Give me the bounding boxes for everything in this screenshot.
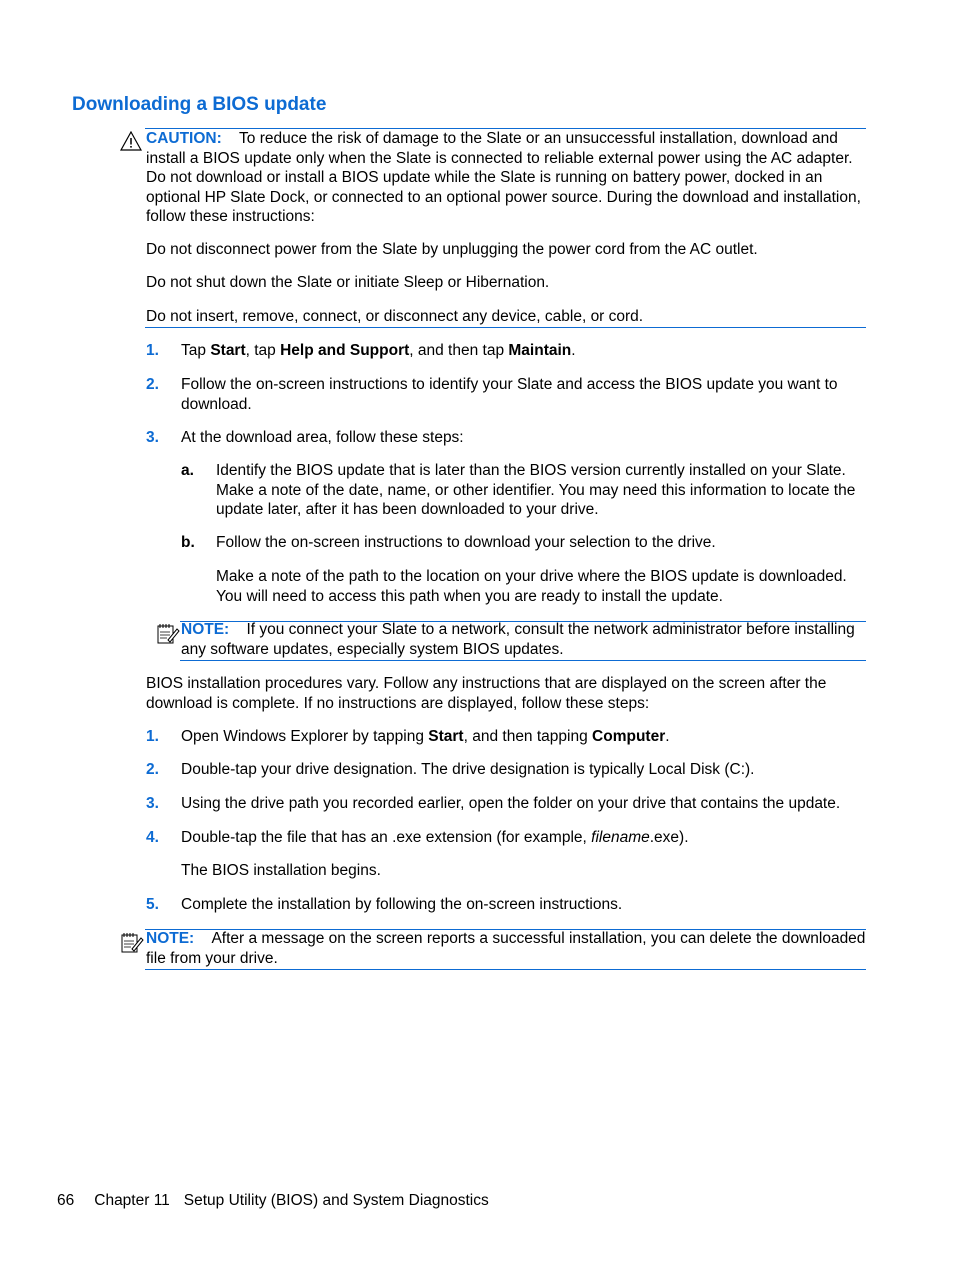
step-extra: The BIOS installation begins. — [181, 862, 381, 879]
caution-para-3: Do not insert, remove, connect, or disconnect any device, cable, or cord. — [146, 308, 644, 325]
note-pad-icon — [120, 932, 144, 960]
note-text — [181, 620, 867, 659]
substep-text: Follow the on-screen instructions to download your selection to the drive. — [216, 534, 716, 551]
caution-body: To reduce the risk of damage to the Slate or an unsuccessful installation, download and install a BIOS update only when the Slate is connected to reliable external power using the AC adapter. Do not download or install a BIOS update while the Slate is running on battery power, docked in an optional HP Slate Dock, or connected to an optional power source. During the download and installation, follow these instructions: — [146, 130, 861, 225]
note-body: After a message on the screen reports a successful installation, you can delete the downloaded file from your drive. — [146, 930, 866, 967]
step-text: Double-tap the file that has an .exe extension (for example, filename.exe). — [181, 829, 689, 846]
note-bottom-rule — [145, 969, 866, 970]
footer-chapter: Chapter 11 — [94, 1192, 170, 1209]
step-text: Using the drive path you recorded earlier, open the folder on your drive that contains the update. — [181, 795, 841, 812]
step-number: 3. — [146, 429, 159, 446]
section-heading: Downloading a BIOS update — [72, 94, 327, 115]
caution-bottom-rule — [145, 327, 866, 328]
caution-para-2: Do not shut down the Slate or initiate Sleep or Hibernation. — [146, 274, 550, 291]
footer-title: Setup Utility (BIOS) and System Diagnostics — [183, 1192, 489, 1209]
step-number: 2. — [146, 761, 159, 778]
substep-letter: a. — [181, 462, 194, 479]
substep-text: Identify the BIOS update that is later than the BIOS version currently installed on your Slate. Make a note of the date, name, or other identifier. You may need this information to locate the update later, after it has been downloaded to your drive. — [216, 462, 856, 518]
note-label: NOTE: — [181, 621, 230, 638]
step-number: 1. — [146, 728, 159, 745]
step-text: Open Windows Explorer by tapping Start, and then tapping Computer. — [181, 728, 670, 745]
caution-label: CAUTION: — [146, 130, 222, 147]
note-text — [146, 929, 866, 968]
substep-letter: b. — [181, 534, 195, 551]
note-bottom-rule — [180, 660, 866, 661]
step-number: 1. — [146, 342, 159, 359]
page-number: 66 — [57, 1192, 75, 1209]
install-paragraph: BIOS installation procedures vary. Follow any instructions that are displayed on the screen after the download is complete. If no instructions are displayed, follow these steps: — [146, 675, 827, 712]
caution-text — [146, 129, 868, 227]
substep-extra: Make a note of the path to the location on your drive where the BIOS update is downloaded. You will need to access this path when you are ready to install the update. — [216, 568, 847, 605]
page-footer — [57, 1191, 489, 1211]
step-number: 2. — [146, 376, 159, 393]
step-text: Tap Start, tap Help and Support, and then tap Maintain. — [181, 342, 576, 359]
step-text: Double-tap your drive designation. The drive designation is typically Local Disk (C:). — [181, 761, 755, 778]
step-text: Complete the installation by following the on-screen instructions. — [181, 896, 623, 913]
step-number: 5. — [146, 896, 159, 913]
step-text: Follow the on-screen instructions to identify your Slate and access the BIOS update you want to download. — [181, 376, 838, 413]
step-text: At the download area, follow these steps: — [181, 429, 464, 446]
warning-triangle-icon — [120, 131, 142, 157]
step-number: 4. — [146, 829, 159, 846]
note-body: If you connect your Slate to a network, consult the network administrator before installing any software updates, especially system BIOS updates. — [181, 621, 855, 658]
note-pad-icon — [156, 623, 180, 651]
note-label: NOTE: — [146, 930, 195, 947]
step-number: 3. — [146, 795, 159, 812]
caution-para-1: Do not disconnect power from the Slate by unplugging the power cord from the AC outlet. — [146, 241, 758, 258]
